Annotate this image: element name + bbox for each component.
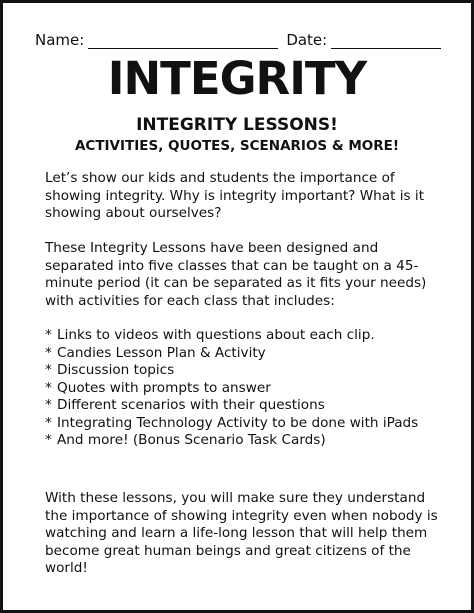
activities-list	[45, 327, 451, 450]
bullet-marker: *	[45, 344, 52, 361]
name-label: Name:	[35, 31, 85, 49]
subtitle: INTEGRITY LESSONS!	[136, 115, 338, 135]
list-item	[45, 397, 451, 415]
intro-paragraph: Let’s show our kids and students the importance of showing integrity. Why is integrity important? What is it showing about ourselves?	[45, 170, 425, 221]
name-date-header	[35, 27, 441, 49]
date-field-line[interactable]	[331, 34, 441, 49]
list-item-text: Candies Lesson Plan & Activity	[57, 344, 266, 361]
list-item	[45, 362, 451, 380]
list-item-text: Discussion topics	[57, 362, 175, 378]
list-item-text: Different scenarios with their questions	[57, 397, 325, 413]
list-item-text: Integrating Technology Activity to be done with iPads	[57, 414, 419, 431]
description-paragraph: These Integrity Lessons have been designed and separated into five classes that can be taught on a 45-minute period (it can be separated as it fits your needs) with activities for each class that includes:	[45, 240, 427, 309]
bullet-marker: *	[45, 327, 52, 343]
list-item	[45, 345, 451, 363]
list-item	[45, 327, 451, 345]
date-label: Date:	[286, 31, 328, 49]
list-item	[45, 415, 451, 433]
list-item	[45, 380, 451, 398]
bullet-marker: *	[45, 397, 52, 413]
list-item-text: Links to videos with questions about each clip.	[57, 327, 375, 343]
bullet-marker: *	[45, 414, 52, 431]
closing-paragraph: With these lessons, you will make sure they understand the importance of showing integrity even when nobody is watching and learn a life-long lesson that will help them become great human beings and great citizens of the world!	[45, 490, 438, 576]
list-item-text: And more! (Bonus Scenario Task Cards)	[57, 432, 326, 448]
list-item	[45, 432, 451, 450]
list-item-text: Quotes with prompts to answer	[57, 379, 271, 396]
bullet-marker: *	[45, 379, 52, 396]
name-field-line[interactable]	[88, 34, 278, 49]
subtitle-secondary: ACTIVITIES, QUOTES, SCENARIOS & MORE!	[74, 138, 400, 154]
bullet-marker: *	[45, 432, 52, 448]
page-title: INTEGRITY	[107, 52, 367, 105]
bullet-marker: *	[45, 362, 52, 378]
